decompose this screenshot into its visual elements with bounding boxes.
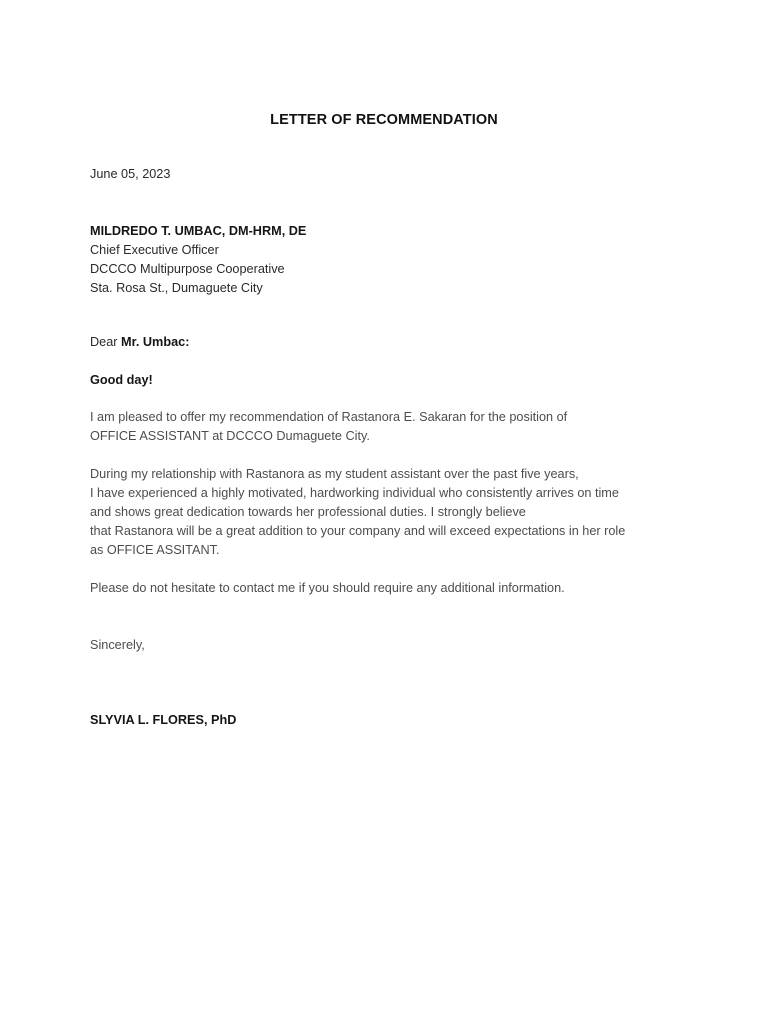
paragraph3: Please do not hesitate to contact me if you should require any additional information. [90, 581, 565, 595]
closing: Sincerely, [90, 638, 145, 652]
recipient-address: Sta. Rosa St., Dumaguete City [90, 281, 263, 295]
greeting: Good day! [90, 373, 153, 387]
recipient-name: MILDREDO T. UMBAC, DM-HRM, DE [90, 224, 307, 238]
salutation-prefix: Dear [90, 335, 122, 349]
salutation [90, 333, 189, 352]
paragraph2-line: that Rastanora will be a great addition to your company and will exceed expectations in her role [90, 524, 626, 538]
letter-date: June 05, 2023 [90, 167, 171, 181]
salutation-name: Mr. Umbac: [121, 335, 190, 349]
recipient-position: Chief Executive Officer [90, 243, 219, 257]
paragraph2-line: I have experienced a highly motivated, hardworking individual who consistently arrives on time [90, 486, 619, 500]
letter-title: LETTER OF RECOMMENDATION [270, 112, 498, 128]
paragraph1-line: OFFICE ASSISTANT at DCCCO Dumaguete City. [90, 429, 370, 443]
paragraph2-line: as OFFICE ASSITANT. [90, 543, 220, 557]
signatory-name: SLYVIA L. FLORES, PhD [90, 713, 237, 727]
paragraph2-line: and shows great dedication towards her professional duties. I strongly believe [90, 505, 526, 519]
recipient-organization: DCCCO Multipurpose Cooperative [90, 262, 285, 276]
paragraph1-line: I am pleased to offer my recommendation of Rastanora E. Sakaran for the position of [90, 410, 568, 424]
paragraph2-line: During my relationship with Rastanora as my student assistant over the past five years, [90, 467, 579, 481]
